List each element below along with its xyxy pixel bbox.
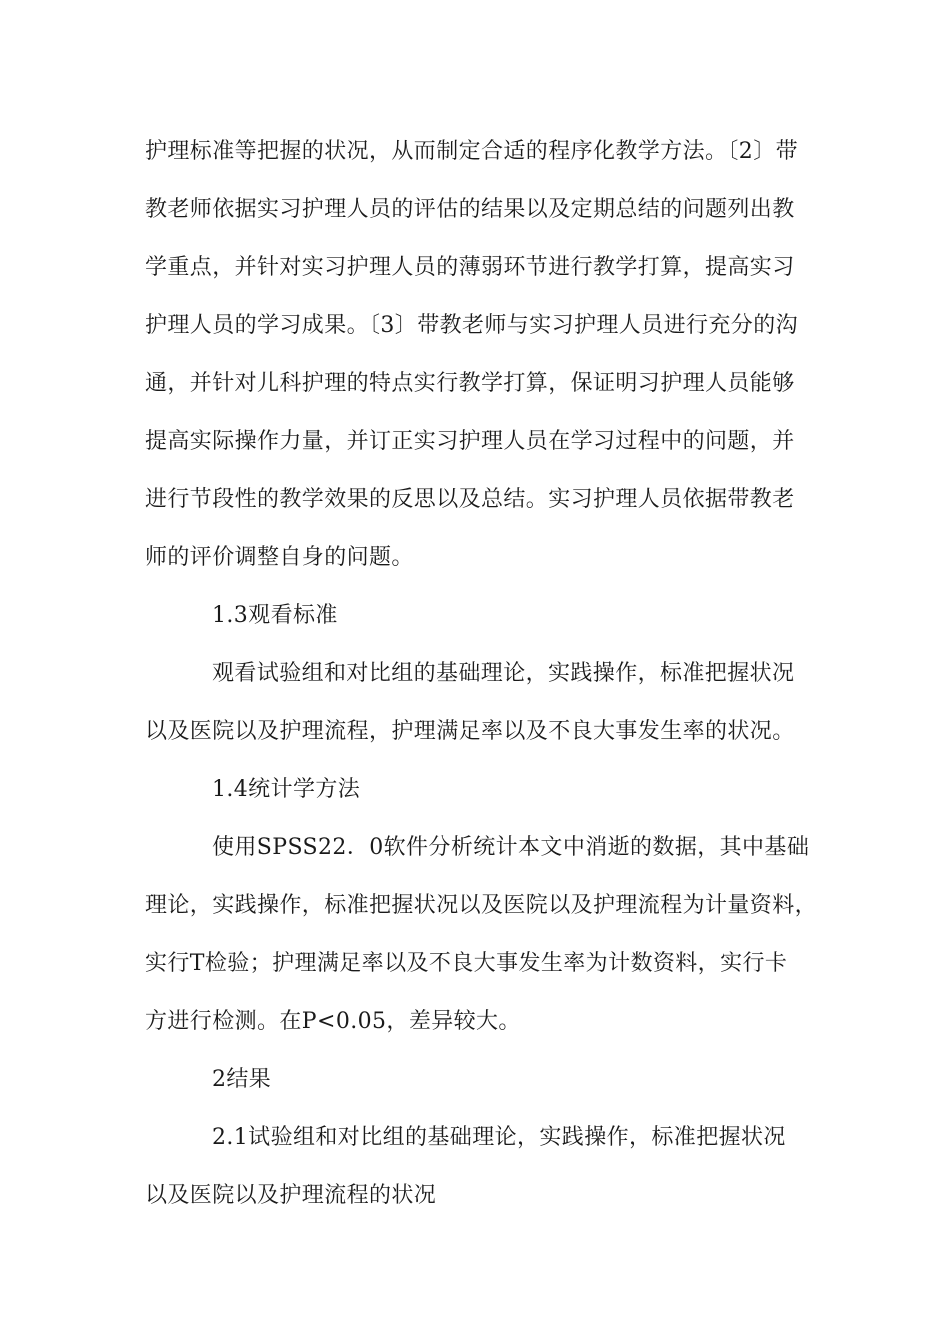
paragraph-line: 学重点，并针对实习护理人员的薄弱环节进行教学打算，提高实习 <box>145 255 795 280</box>
section-heading: 1.4统计学方法 <box>212 777 361 802</box>
paragraph-line: 使用SPSS22．0软件分析统计本文中消逝的数据，其中基础 <box>212 835 810 860</box>
subsection-heading: 2.1试验组和对比组的基础理论，实践操作，标准把握状况 <box>212 1125 786 1150</box>
paragraph-line: 护理标准等把握的状况，从而制定合适的程序化教学方法。〔2〕带 <box>145 139 798 164</box>
paragraph-line: 进行节段性的教学效果的反思以及总结。实习护理人员依据带教老 <box>145 487 795 512</box>
paragraph-line: 通，并针对儿科护理的特点实行教学打算，保证明习护理人员能够 <box>145 371 795 396</box>
paragraph-line: 方进行检测。在P<0.05，差异较大。 <box>145 1009 521 1034</box>
paragraph-line: 教老师依据实习护理人员的评估的结果以及定期总结的问题列出教 <box>145 197 795 222</box>
paragraph-line: 护理人员的学习成果。〔3〕带教老师与实习护理人员进行充分的沟 <box>145 313 798 338</box>
subsection-heading: 以及医院以及护理流程的状况 <box>145 1183 437 1208</box>
paragraph-line: 观看试验组和对比组的基础理论，实践操作，标准把握状况 <box>212 661 795 686</box>
paragraph-line: 实行T检验；护理满足率以及不良大事发生率为计数资料，实行卡 <box>145 951 788 976</box>
paragraph-line: 师的评价调整自身的问题。 <box>145 545 414 570</box>
section-heading: 2结果 <box>212 1067 272 1092</box>
paragraph-line: 提高实际操作力量，并订正实习护理人员在学习过程中的问题，并 <box>145 429 795 454</box>
section-heading: 1.3观看标准 <box>212 603 338 628</box>
paragraph-line: 理论，实践操作，标准把握状况以及医院以及护理流程为计量资料， <box>145 893 818 918</box>
paragraph-line: 以及医院以及护理流程，护理满足率以及不良大事发生率的状况。 <box>145 719 795 744</box>
